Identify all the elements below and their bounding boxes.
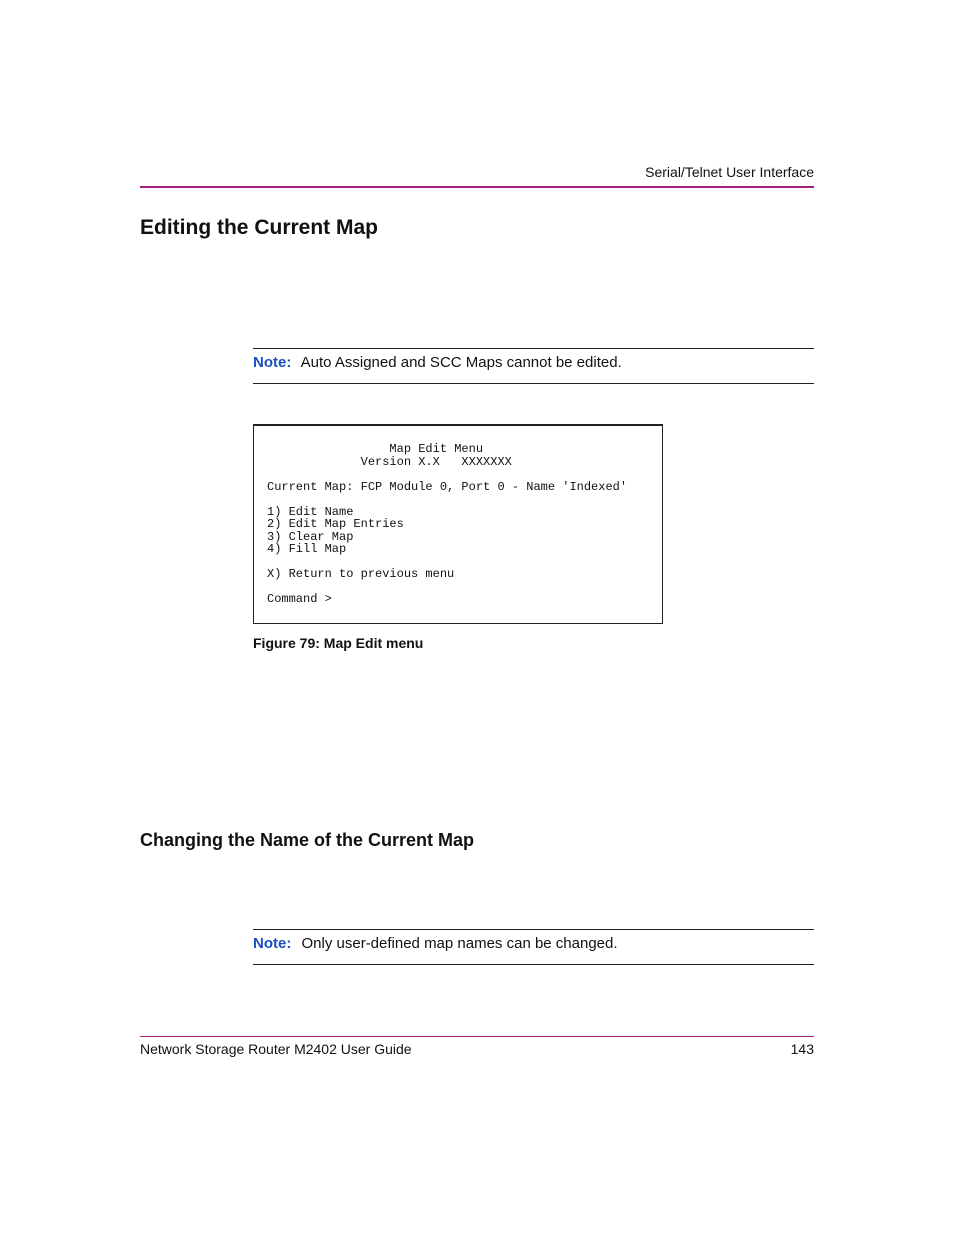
terminal-command-prompt: Command > — [267, 592, 332, 606]
page-number: 143 — [790, 1041, 814, 1057]
terminal-option-clear-map: 3) Clear Map — [267, 529, 354, 544]
running-header — [140, 162, 814, 188]
note-text: Auto Assigned and SCC Maps cannot be edited. — [300, 354, 622, 371]
footer-guide-title: Network Storage Router M2402 User Guide — [140, 1041, 412, 1057]
note-label: Note: — [253, 354, 292, 371]
terminal-blank — [267, 493, 662, 506]
terminal-screen — [253, 424, 663, 624]
terminal-menu-title: Map Edit Menu — [267, 442, 484, 456]
subsection-title: Changing the Name of the Current Map — [140, 830, 475, 850]
terminal-blank — [267, 468, 662, 481]
terminal-option-edit-entries: 2) Edit Map Entries — [267, 517, 404, 531]
running-header-title: Serial/Telnet User Interface — [645, 164, 814, 180]
note-box — [253, 929, 814, 965]
note-box — [253, 348, 814, 384]
section-title: Editing the Current Map — [140, 216, 378, 239]
figure-caption: Figure 79: Map Edit menu — [253, 635, 424, 651]
terminal-version: Version X.X XXXXXXX — [267, 454, 512, 469]
note-text: Only user-defined map names can be changed. — [301, 935, 618, 952]
terminal-option-edit-name: 1) Edit Name — [267, 504, 354, 519]
terminal-current-map: Current Map: FCP Module 0, Port 0 - Name 'Indexed' — [267, 479, 628, 494]
page-footer — [140, 1036, 814, 1058]
terminal-option-fill-map: 4) Fill Map — [267, 542, 347, 556]
note-label: Note: — [253, 935, 292, 952]
terminal-option-return: X) Return to previous menu — [267, 567, 455, 581]
